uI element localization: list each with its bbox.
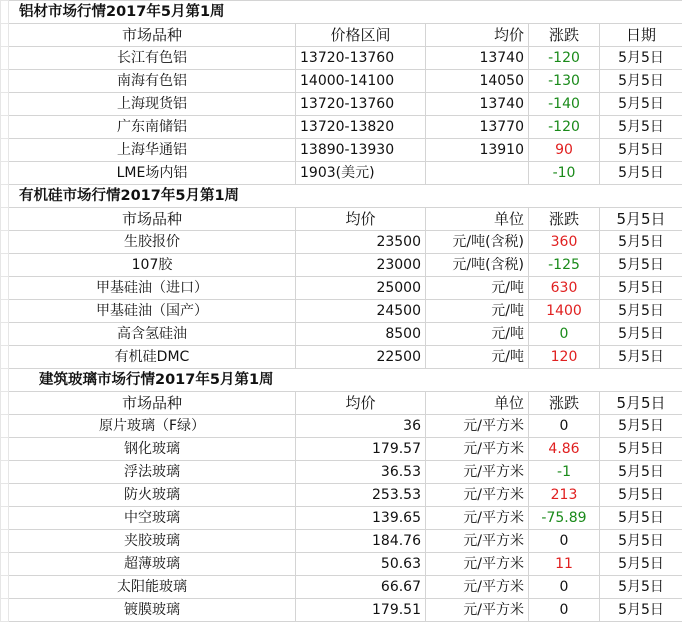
- table-row: [1, 415, 682, 438]
- date-cell[interactable]: 5月5日: [600, 162, 682, 185]
- table-row: [1, 254, 682, 277]
- avg-cell[interactable]: 184.76: [296, 530, 426, 553]
- avg-cell[interactable]: 25000: [296, 277, 426, 300]
- date-cell[interactable]: 5月5日: [600, 415, 682, 438]
- table-row: [1, 461, 682, 484]
- avg-cell[interactable]: 139.65: [296, 507, 426, 530]
- table-row: [1, 47, 682, 70]
- row-gutter: [1, 461, 9, 484]
- unit-cell[interactable]: 元/吨: [426, 277, 529, 300]
- table-row: [1, 162, 682, 185]
- date-cell[interactable]: 5月5日: [600, 70, 682, 93]
- row-gutter: [1, 1, 9, 24]
- row-gutter: [1, 392, 9, 415]
- avg-cell[interactable]: 13910: [426, 139, 529, 162]
- variety-cell[interactable]: 中空玻璃: [9, 507, 296, 530]
- change-cell[interactable]: -75.89: [529, 507, 600, 530]
- change-cell[interactable]: 0: [529, 530, 600, 553]
- variety-cell[interactable]: 107胶: [9, 254, 296, 277]
- variety-cell[interactable]: 有机硅DMC: [9, 346, 296, 369]
- date-cell[interactable]: 5月5日: [600, 484, 682, 507]
- date-cell[interactable]: 5月5日: [600, 530, 682, 553]
- variety-cell[interactable]: LME场内铝: [9, 162, 296, 185]
- date-cell[interactable]: 5月5日: [600, 139, 682, 162]
- variety-cell[interactable]: 超薄玻璃: [9, 553, 296, 576]
- unit-cell[interactable]: 元/平方米: [426, 599, 529, 622]
- row-gutter: [1, 254, 9, 277]
- change-cell[interactable]: -120: [529, 47, 600, 70]
- row-gutter: [1, 576, 9, 599]
- row-gutter: [1, 415, 9, 438]
- variety-cell[interactable]: 原片玻璃（F绿）: [9, 415, 296, 438]
- change-cell[interactable]: 0: [529, 415, 600, 438]
- avg-cell[interactable]: 253.53: [296, 484, 426, 507]
- change-cell[interactable]: 213: [529, 484, 600, 507]
- avg-cell[interactable]: 22500: [296, 346, 426, 369]
- header-cell[interactable]: 均价: [296, 392, 426, 415]
- range-cell[interactable]: 13890-13930: [296, 139, 426, 162]
- table-row: [1, 231, 682, 254]
- change-cell[interactable]: -130: [529, 70, 600, 93]
- header-cell[interactable]: 涨跌: [529, 392, 600, 415]
- date-cell[interactable]: 5月5日: [600, 93, 682, 116]
- avg-cell[interactable]: 36: [296, 415, 426, 438]
- avg-cell[interactable]: 8500: [296, 323, 426, 346]
- header-row: [1, 24, 682, 47]
- change-cell[interactable]: 1400: [529, 300, 600, 323]
- table-row: [1, 599, 682, 622]
- date-cell[interactable]: 5月5日: [600, 254, 682, 277]
- unit-cell[interactable]: 元/吨(含税): [426, 254, 529, 277]
- unit-cell[interactable]: 元/平方米: [426, 553, 529, 576]
- unit-cell[interactable]: 元/平方米: [426, 507, 529, 530]
- row-gutter: [1, 369, 9, 392]
- avg-cell[interactable]: 179.57: [296, 438, 426, 461]
- header-cell[interactable]: 市场品种: [9, 392, 296, 415]
- table-row: [1, 300, 682, 323]
- variety-cell[interactable]: 防火玻璃: [9, 484, 296, 507]
- header-cell[interactable]: 均价: [426, 24, 529, 47]
- date-cell[interactable]: 5月5日: [600, 277, 682, 300]
- change-cell[interactable]: 360: [529, 231, 600, 254]
- variety-cell[interactable]: 高含氢硅油: [9, 323, 296, 346]
- row-gutter: [1, 484, 9, 507]
- change-cell[interactable]: -125: [529, 254, 600, 277]
- unit-cell[interactable]: 元/平方米: [426, 576, 529, 599]
- section-title[interactable]: 有机硅市场行情2017年5月第1周: [9, 185, 682, 208]
- table-row: [1, 484, 682, 507]
- range-cell[interactable]: 13720-13820: [296, 116, 426, 139]
- avg-cell[interactable]: 13770: [426, 116, 529, 139]
- change-cell[interactable]: -10: [529, 162, 600, 185]
- row-gutter: [1, 162, 9, 185]
- table-row: [1, 277, 682, 300]
- unit-cell[interactable]: 元/吨: [426, 323, 529, 346]
- table-row: [1, 139, 682, 162]
- date-cell[interactable]: 5月5日: [600, 231, 682, 254]
- variety-cell[interactable]: 钢化玻璃: [9, 438, 296, 461]
- row-gutter: [1, 553, 9, 576]
- date-cell[interactable]: 5月5日: [600, 576, 682, 599]
- range-cell[interactable]: 13720-13760: [296, 47, 426, 70]
- change-cell[interactable]: 4.86: [529, 438, 600, 461]
- table-row: [1, 507, 682, 530]
- variety-cell[interactable]: 夹胶玻璃: [9, 530, 296, 553]
- section-title-row: [1, 185, 682, 208]
- avg-cell[interactable]: 23000: [296, 254, 426, 277]
- change-cell[interactable]: 90: [529, 139, 600, 162]
- table-row: [1, 93, 682, 116]
- avg-cell[interactable]: 50.63: [296, 553, 426, 576]
- date-cell[interactable]: 5月5日: [600, 461, 682, 484]
- avg-cell[interactable]: 66.67: [296, 576, 426, 599]
- unit-cell[interactable]: 元/平方米: [426, 461, 529, 484]
- row-gutter: [1, 438, 9, 461]
- row-gutter: [1, 24, 9, 47]
- table-row: [1, 438, 682, 461]
- variety-cell[interactable]: 太阳能玻璃: [9, 576, 296, 599]
- variety-cell[interactable]: 甲基硅油（国产）: [9, 300, 296, 323]
- change-cell[interactable]: -1: [529, 461, 600, 484]
- table-row: [1, 576, 682, 599]
- variety-cell[interactable]: 长江有色铝: [9, 47, 296, 70]
- change-cell[interactable]: -140: [529, 93, 600, 116]
- row-gutter: [1, 507, 9, 530]
- unit-cell[interactable]: 元/平方米: [426, 484, 529, 507]
- date-cell[interactable]: 5月5日: [600, 599, 682, 622]
- avg-cell[interactable]: 24500: [296, 300, 426, 323]
- section-title-row: [1, 369, 682, 392]
- table-row: [1, 116, 682, 139]
- header-cell[interactable]: 价格区间: [296, 24, 426, 47]
- date-cell[interactable]: 5月5日: [600, 116, 682, 139]
- row-gutter: [1, 47, 9, 70]
- row-gutter: [1, 530, 9, 553]
- row-gutter: [1, 300, 9, 323]
- avg-cell[interactable]: 23500: [296, 231, 426, 254]
- unit-cell[interactable]: 元/吨: [426, 346, 529, 369]
- table-row: [1, 346, 682, 369]
- header-cell[interactable]: 单位: [426, 208, 529, 231]
- unit-cell[interactable]: 元/平方米: [426, 415, 529, 438]
- variety-cell[interactable]: 镀膜玻璃: [9, 599, 296, 622]
- section-title[interactable]: 建筑玻璃市场行情2017年5月第1周: [9, 369, 682, 392]
- table-row: [1, 323, 682, 346]
- unit-cell[interactable]: 元/平方米: [426, 438, 529, 461]
- row-gutter: [1, 93, 9, 116]
- row-gutter: [1, 599, 9, 622]
- row-gutter: [1, 185, 9, 208]
- header-row: [1, 392, 682, 415]
- variety-cell[interactable]: 上海华通铝: [9, 139, 296, 162]
- row-gutter: [1, 70, 9, 93]
- row-gutter: [1, 277, 9, 300]
- unit-cell[interactable]: 元/平方米: [426, 530, 529, 553]
- change-cell[interactable]: 11: [529, 553, 600, 576]
- date-cell[interactable]: 5月5日: [600, 507, 682, 530]
- row-gutter: [1, 323, 9, 346]
- change-cell[interactable]: -120: [529, 116, 600, 139]
- avg-cell[interactable]: 13740: [426, 93, 529, 116]
- row-gutter: [1, 116, 9, 139]
- header-cell[interactable]: 市场品种: [9, 24, 296, 47]
- table-row: [1, 530, 682, 553]
- section-title[interactable]: 铝材市场行情2017年5月第1周: [9, 1, 682, 24]
- change-cell[interactable]: 630: [529, 277, 600, 300]
- avg-cell[interactable]: 14050: [426, 70, 529, 93]
- variety-cell[interactable]: 上海现货铝: [9, 93, 296, 116]
- range-cell[interactable]: 13720-13760: [296, 93, 426, 116]
- row-gutter: [1, 208, 9, 231]
- table-row: [1, 553, 682, 576]
- range-cell[interactable]: 14000-14100: [296, 70, 426, 93]
- header-cell[interactable]: 涨跌: [529, 208, 600, 231]
- change-cell[interactable]: 0: [529, 576, 600, 599]
- unit-cell[interactable]: 元/吨(含税): [426, 231, 529, 254]
- avg-cell[interactable]: 36.53: [296, 461, 426, 484]
- header-cell[interactable]: 5月5日: [600, 208, 682, 231]
- change-cell[interactable]: 0: [529, 323, 600, 346]
- avg-cell[interactable]: [426, 162, 529, 185]
- header-cell[interactable]: 市场品种: [9, 208, 296, 231]
- section-title-row: [1, 1, 682, 24]
- avg-cell[interactable]: 179.51: [296, 599, 426, 622]
- header-cell[interactable]: 5月5日: [600, 392, 682, 415]
- date-cell[interactable]: 5月5日: [600, 346, 682, 369]
- date-cell[interactable]: 5月5日: [600, 47, 682, 70]
- variety-cell[interactable]: 甲基硅油（进口）: [9, 277, 296, 300]
- date-cell[interactable]: 5月5日: [600, 323, 682, 346]
- change-cell[interactable]: 120: [529, 346, 600, 369]
- range-cell[interactable]: 1903(美元): [296, 162, 426, 185]
- date-cell[interactable]: 5月5日: [600, 438, 682, 461]
- variety-cell[interactable]: 生胶报价: [9, 231, 296, 254]
- date-cell[interactable]: 5月5日: [600, 300, 682, 323]
- date-cell[interactable]: 5月5日: [600, 553, 682, 576]
- table-row: [1, 70, 682, 93]
- variety-cell[interactable]: 南海有色铝: [9, 70, 296, 93]
- row-gutter: [1, 346, 9, 369]
- row-gutter: [1, 139, 9, 162]
- row-gutter: [1, 231, 9, 254]
- header-cell[interactable]: 日期: [600, 24, 682, 47]
- change-cell[interactable]: 0: [529, 599, 600, 622]
- unit-cell[interactable]: 元/吨: [426, 300, 529, 323]
- header-cell[interactable]: 单位: [426, 392, 529, 415]
- header-row: [1, 208, 682, 231]
- variety-cell[interactable]: 浮法玻璃: [9, 461, 296, 484]
- variety-cell[interactable]: 广东南储铝: [9, 116, 296, 139]
- header-cell[interactable]: 均价: [296, 208, 426, 231]
- avg-cell[interactable]: 13740: [426, 47, 529, 70]
- header-cell[interactable]: 涨跌: [529, 24, 600, 47]
